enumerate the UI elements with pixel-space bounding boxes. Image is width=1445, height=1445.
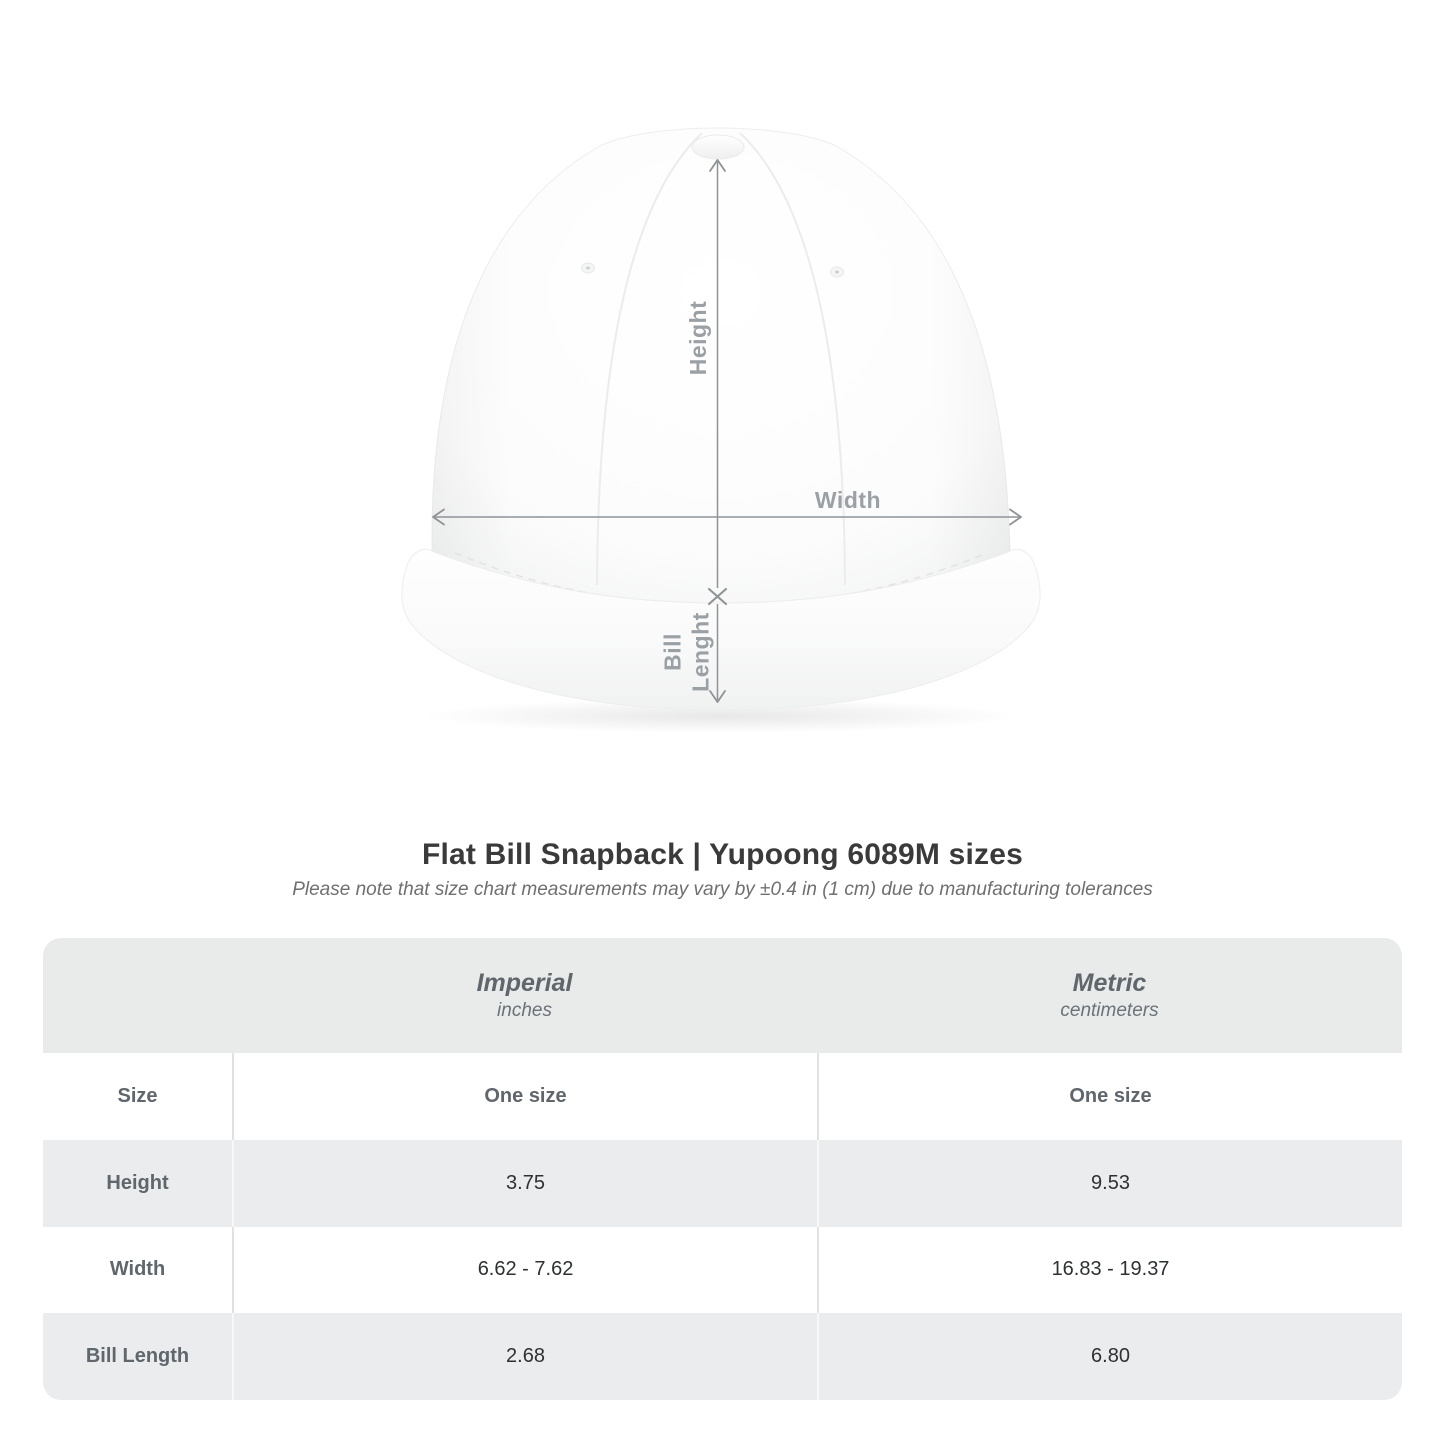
table-header-corner [43, 938, 232, 1053]
metric-value: 6.80 [817, 1313, 1402, 1400]
hat-eyelet-right [831, 267, 844, 277]
title-block [0, 838, 1445, 901]
imperial-value: 3.75 [232, 1140, 817, 1227]
width-dimension-label: Width [814, 487, 882, 514]
bill-length-label-line2: Lenght [687, 612, 713, 692]
imperial-column-title: Imperial [476, 969, 573, 997]
imperial-column-unit: inches [497, 1000, 552, 1021]
bill-length-label-line1: Bill [659, 633, 686, 671]
table-row-width [43, 1227, 1402, 1314]
table-header [43, 938, 1402, 1053]
page-title: Flat Bill Snapback | Yupoong 6089M sizes [421, 838, 1023, 871]
height-dimension-label: Height [685, 300, 712, 376]
hat-top-button [692, 135, 744, 159]
table-row-size [43, 1053, 1402, 1140]
metric-value: 16.83 - 19.37 [817, 1227, 1402, 1314]
snapback-hat-illustration [385, 95, 1065, 765]
bill-length-dimension-label [659, 612, 714, 692]
row-label: Bill Length [85, 1345, 190, 1368]
metric-column-title: Metric [1072, 969, 1147, 997]
table-row-bill-length [43, 1313, 1402, 1400]
imperial-value: 2.68 [232, 1313, 817, 1400]
imperial-value: 6.62 - 7.62 [232, 1227, 817, 1314]
row-label: Height [106, 1171, 169, 1194]
tolerance-note: Please note that size chart measurements may vary by ±0.4 in (1 cm) due to manufacturing tolerances [292, 879, 1153, 900]
table-row-height [43, 1140, 1402, 1227]
metric-value: One size [817, 1053, 1402, 1140]
metric-column-header [817, 938, 1402, 1053]
row-label: Width [109, 1258, 166, 1281]
metric-value: 9.53 [817, 1140, 1402, 1227]
row-label: Size [117, 1084, 158, 1107]
size-chart-table [43, 938, 1402, 1400]
imperial-column-header [232, 938, 817, 1053]
hat-eyelet-left [582, 263, 595, 273]
hat-crown [432, 128, 1010, 604]
imperial-value: One size [232, 1053, 817, 1140]
metric-column-unit: centimeters [1060, 1000, 1159, 1021]
